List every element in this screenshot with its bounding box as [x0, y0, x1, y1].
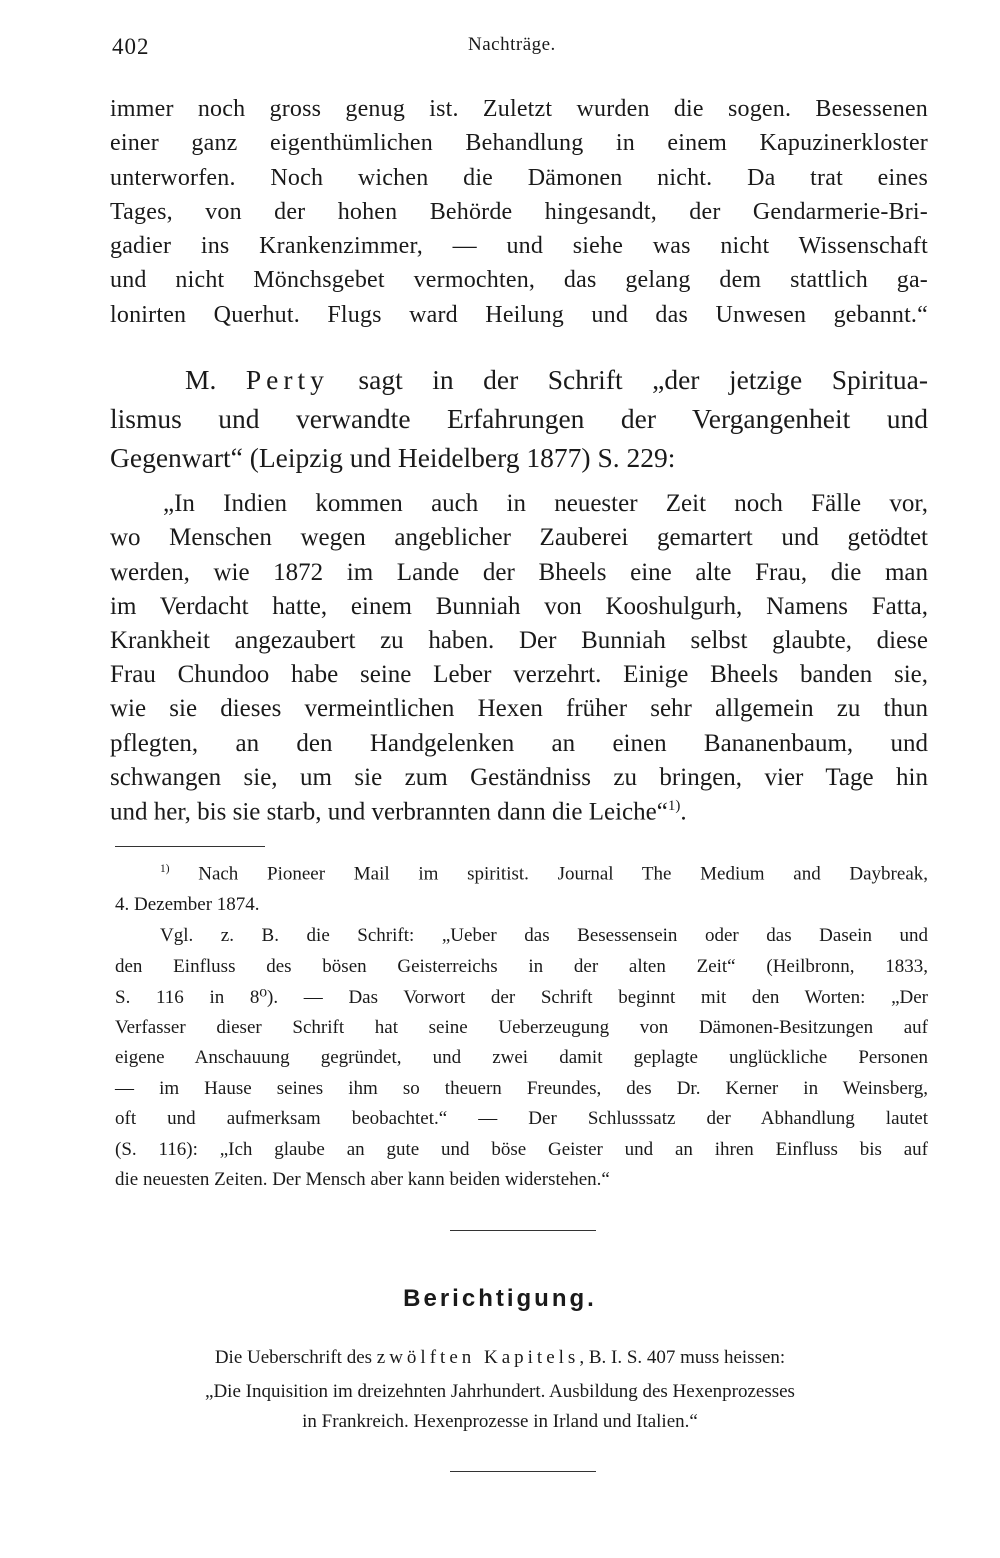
paragraph1-line: einer ganz eigenthümlichen Behandlung in einem Kapuzinerkloster — [110, 130, 928, 156]
intro-rest: sagt in der Schrift „der jetzige Spiritua- — [358, 364, 928, 395]
quote-line: Krankheit angezaubert zu haben. Der Bunniah selbst glaubte, diese — [110, 627, 928, 654]
bottom-rule — [450, 1471, 596, 1472]
correction-text-b: , B. I. S. 407 muss heissen: — [579, 1347, 786, 1368]
paragraph1-line: immer noch gross genug ist. Zuletzt wurden die sogen. Besessenen — [110, 96, 928, 122]
footnote-line: (S. 116): „Ich glaube an gute und böse Geister und an ihren Einfluss bis auf — [115, 1139, 928, 1160]
correction-spaced-text: zwölften Kapitels — [376, 1347, 580, 1368]
perty-intro-line — [185, 364, 928, 396]
author-prefix: M. — [185, 364, 217, 395]
correction-line — [0, 1347, 1000, 1369]
paragraph1-line: und nicht Mönchsgebet vermochten, das gelang dem stattlich ga- — [110, 267, 928, 293]
perty-intro-line: lismus und verwandte Erfahrungen der Vergangenheit und — [110, 403, 928, 434]
quote-line: im Verdacht hatte, einem Bunniah von Kooshulgurh, Namens Fatta, — [110, 593, 928, 620]
quote-last-text: und her, bis sie starb, und verbrannten dann die Leiche“ — [110, 798, 668, 826]
footnote-marker: 1) — [160, 863, 170, 875]
quote-line: schwangen sie, um sie zum Geständniss zu bringen, vier Tage hin — [110, 764, 928, 791]
correction-line: „Die Inquisition im dreizehnten Jahrhundert. Ausbildung des Hexenprozesses — [205, 1381, 795, 1402]
quote-line: Frau Chundoo habe seine Leber verzehrt. Einige Bheels banden sie, — [110, 661, 928, 688]
paragraph1-line: lonirten Querhut. Flugs ward Heilung und das Unwesen gebannt.“ — [110, 302, 928, 328]
page-number: 402 — [112, 34, 150, 59]
quote-line: pflegten, an den Handgelenken an einen Bananenbaum, und — [110, 730, 928, 757]
paragraph1-line: gadier ins Krankenzimmer, — und siehe was nicht Wissenschaft — [110, 233, 928, 259]
correction-heading: Berichtigung. — [403, 1285, 597, 1312]
footnote-reference: 1) — [667, 798, 681, 814]
footnote-text: Nach Pioneer Mail im spiritist. Journal The Medium and Daybreak, — [198, 863, 929, 885]
footnote-line: Vgl. z. B. die Schrift: „Ueber das Besessensein oder das Dasein und — [160, 925, 928, 946]
footnote-line: Verfasser dieser Schrift hat seine Ueberzeugung von Dämonen-Besitzungen auf — [115, 1017, 928, 1038]
footnote-line: S. 116 in 8⁰). — Das Vorwort der Schrift beginnt mit den Worten: „Der — [115, 987, 928, 1008]
correction-text-a: Die Ueberschrift des — [214, 1347, 373, 1368]
quote-end: . — [680, 798, 687, 826]
footnote-line — [160, 863, 928, 885]
footnote-line: 4. Dezember 1874. — [115, 894, 260, 915]
footnote-line: die neuesten Zeiten. Der Mensch aber kann beiden widerstehen.“ — [115, 1169, 610, 1190]
section-rule — [450, 1230, 596, 1231]
footnote-line: — im Hause seines ihm so theuern Freundes, des Dr. Kerner in Weinsberg, — [115, 1078, 928, 1099]
correction-line: in Frankreich. Hexenprozesse in Irland und Italien.“ — [302, 1411, 698, 1432]
paragraph1-line: unterworfen. Noch wichen die Dämonen nicht. Da trat eines — [110, 165, 928, 191]
quote-line: werden, wie 1872 im Lande der Bheels eine alte Frau, die man — [110, 559, 928, 586]
footnote-rule — [115, 846, 265, 847]
author-name: Perty — [245, 364, 329, 395]
footnote-line: den Einfluss des bösen Geisterreichs in der alten Zeit“ (Heilbronn, 1833, — [115, 956, 928, 977]
footnote-line: oft und aufmerksam beobachtet.“ — Der Schlusssatz der Abhandlung lautet — [115, 1108, 928, 1129]
perty-intro-line: Gegenwart“ (Leipzig und Heidelberg 1877) S. 229: — [110, 442, 676, 473]
quote-line — [110, 798, 890, 826]
quote-line: „In Indien kommen auch in neuester Zeit noch Fälle vor, — [163, 490, 928, 517]
paragraph1-line: Tages, von der hohen Behörde hingesandt, der Gendarmerie-Bri- — [110, 199, 928, 225]
footnote-line: eigene Anschauung gegründet, und zwei damit geplagte unglückliche Personen — [115, 1047, 928, 1068]
quote-line: wo Menschen wegen angeblicher Zauberei gemartert und getödtet — [110, 524, 928, 551]
quote-line: wie sie dieses vermeintlichen Hexen früher sehr allgemein zu thun — [110, 695, 928, 722]
running-title: Nachträge. — [468, 34, 556, 55]
